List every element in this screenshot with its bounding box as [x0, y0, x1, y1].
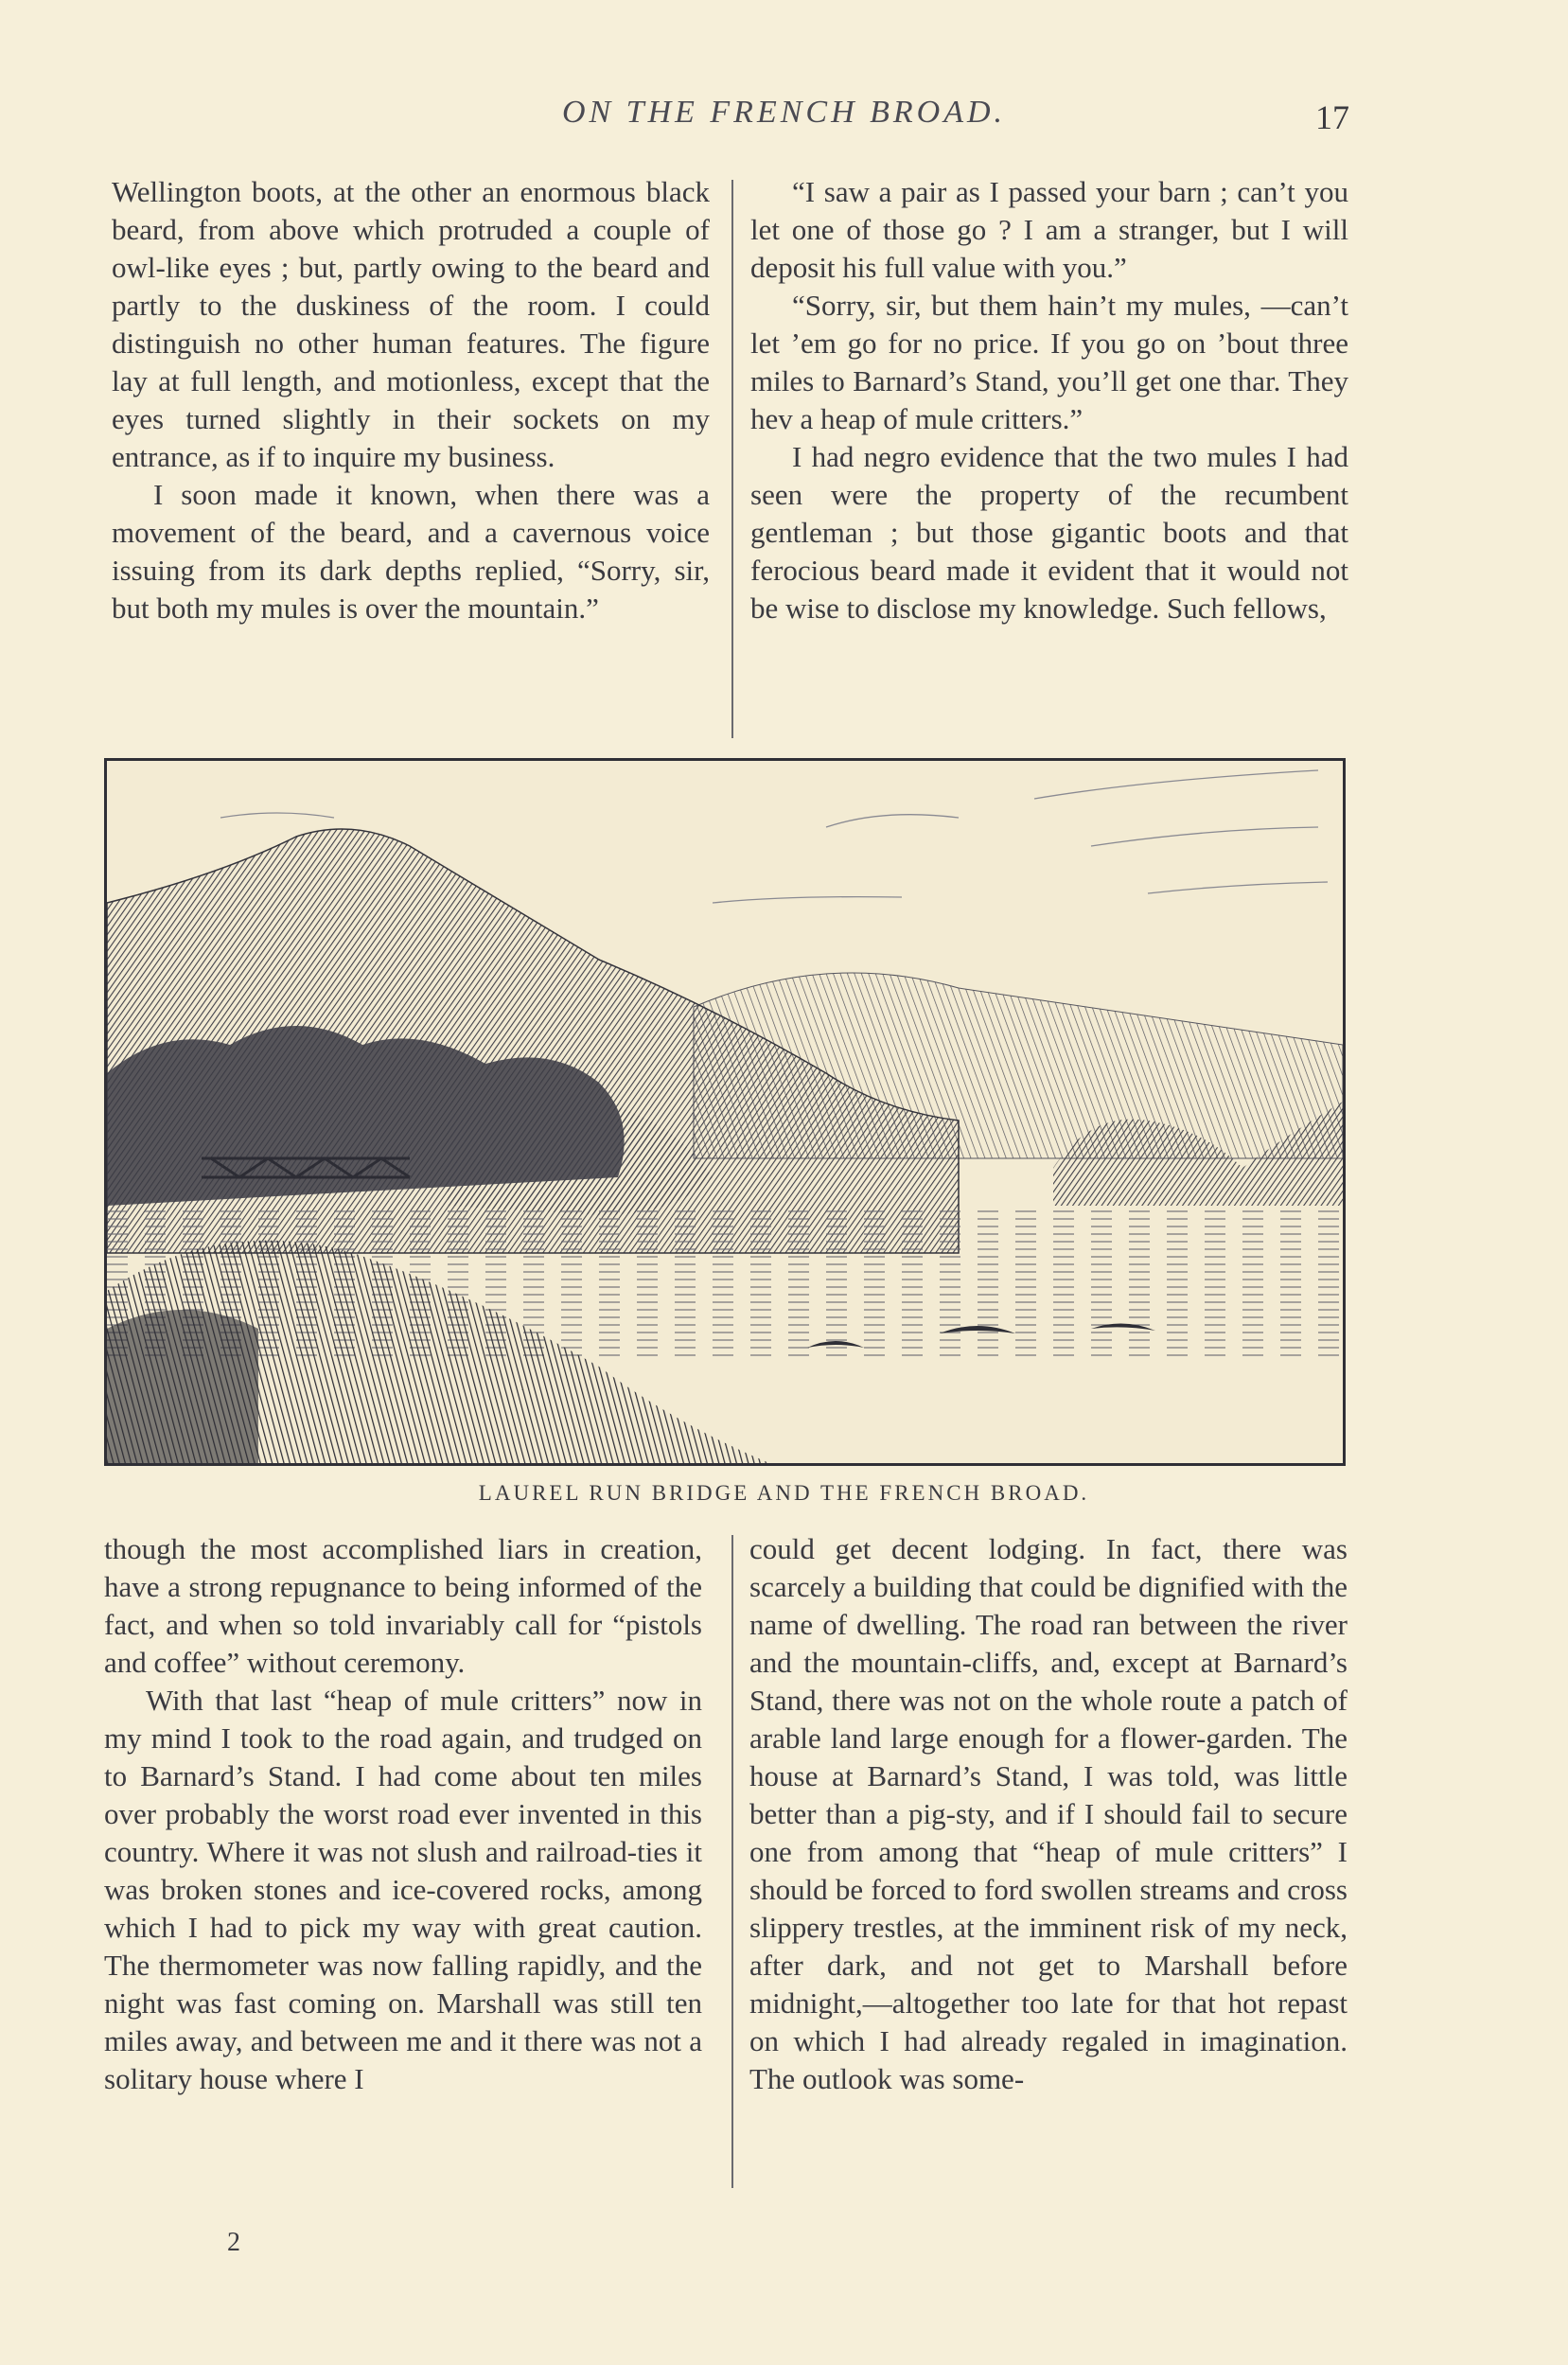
bottom-left-column: [104, 1530, 702, 2098]
engraving-landscape-icon: [107, 761, 1343, 1463]
paragraph: Wellington boots, at the other an enormous black beard, from above which protruded a couple of owl-like eyes ; but, partly owing to the beard and partly to the duskiness of the room. I could distinguish no other human features. The figure lay at full length, and motionless, except that the eyes turned slightly in their sockets on my entrance, as if to inquire my business.: [112, 175, 710, 473]
bottom-right-column: [749, 1530, 1348, 2098]
paragraph: “I saw a pair as I passed your barn ; can’t you let one of those go ? I am a stranger, but I will deposit his full value with you.”: [750, 175, 1348, 284]
paragraph: I had negro evidence that the two mules I had seen were the property of the recumbent gentleman ; but those gigantic boots and that ferocious beard made it evident that it would not be wise to disclose my knowledge. Such fellows,: [750, 440, 1348, 625]
engraving-illustration: [104, 758, 1346, 1466]
paragraph: With that last “heap of mule critters” now in my mind I took to the road again, and trudged on to Barnard’s Stand. I had come about ten miles over probably the worst road ever invented in this country. Where it was not slush and railroad-ties it was broken stones and ice-covered rocks, among which I had to pick my way with great caution. The thermometer was now falling rapidly, and the night was fast coming on. Marshall was still ten miles away, and between me and it there was not a solitary house where I: [104, 1684, 702, 2095]
top-right-column: [750, 173, 1348, 627]
paragraph: “Sorry, sir, but them hain’t my mules, —can’t let ’em go for no price. If you go on ’bout three miles to Barnard’s Stand, you’ll get one thar. They hev a heap of mule critters.”: [750, 289, 1348, 435]
top-left-column: [112, 173, 710, 627]
page-number: 17: [1315, 98, 1349, 136]
signature-mark: 2: [227, 2228, 240, 2257]
running-title: ON THE FRENCH BROAD.: [561, 95, 1007, 130]
column-rule-bottom: [731, 1535, 733, 2188]
illustration-caption: LAUREL RUN BRIDGE AND THE FRENCH BROAD.: [478, 1481, 1090, 1505]
column-rule-top: [731, 180, 733, 738]
paragraph: could get decent lodging. In fact, there was scarcely a building that could be dignified with the name of dwelling. The road ran between the river and the mountain-cliffs, and, except at Barnard’s Stand, there was not on the whole route a patch of arable land large enough for a flower-garden. The house at Barnard’s Stand, I was told, was little better than a pig-sty, and if I should fail to secure one from among that “heap of mule critters” I should be forced to ford swollen streams and cross slippery trestles, at the imminent risk of my neck, after dark, and not get to Marshall before midnight,—altogether too late for that hot repast on which I had already regaled in imagination. The outlook was some-: [749, 1532, 1348, 2095]
paragraph: I soon made it known, when there was a movement of the beard, and a cavernous voice issuing from its dark depths replied, “Sorry, sir, but both my mules is over the mountain.”: [112, 478, 710, 625]
paragraph: though the most accomplished liars in creation, have a strong repugnance to being informed of the fact, and when so told invariably call for “pistols and coffee” without ceremony.: [104, 1532, 702, 1679]
